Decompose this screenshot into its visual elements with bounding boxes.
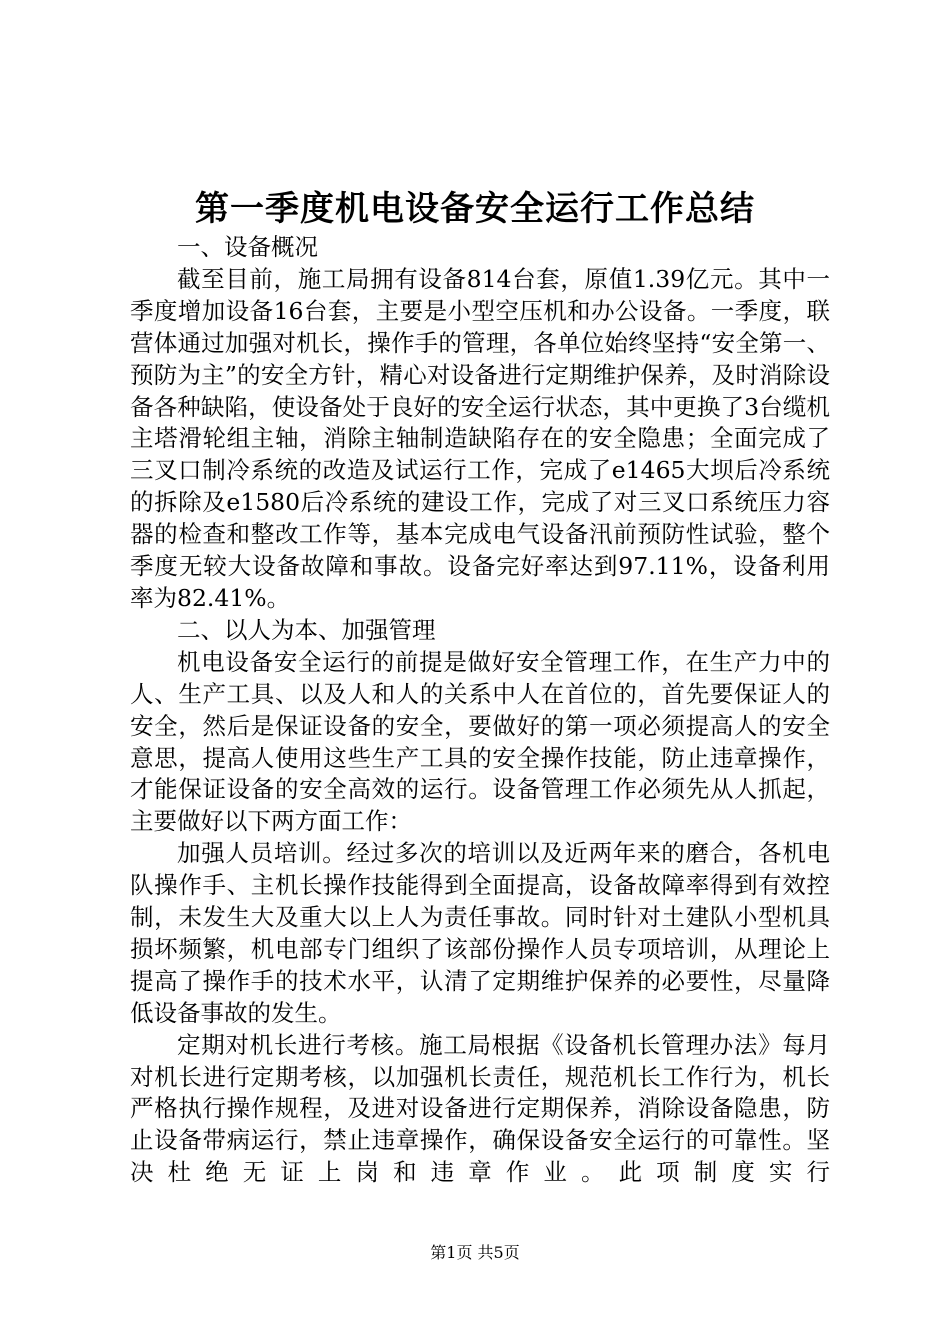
page-footer: 第1页 共5页 [430, 1243, 520, 1262]
document-title: 第一季度机电设备安全运行工作总结 [195, 189, 755, 229]
section-heading-people-management: 二、以人为本、加强管理 [177, 615, 436, 644]
document-body [130, 232, 830, 1221]
paragraph-staff-training: 加强人员培训。经过多次的培训以及近两年来的磨合，各机电队操作手、主机长操作技能得到全面提高，设备故障率得到有效控制，未发生大及重大以上人为责任事故。同时针对土建队小型机具损坏频繁，机电部专门组织了该部份操作人员专项培训，从理论上提高了操作手的技术水平，认清了定期维护保养的必要性，尽量降低设备事故的发生。 [130, 839, 830, 1027]
paragraph-equipment-overview: 截至目前，施工局拥有设备814台套，原值1.39亿元。其中一季度增加设备16台套，主要是小型空压机和办公设备。一季度，联营体通过加强对机长，操作手的管理，各单位始终坚持“安全第一、预防为主”的安全方针，精心对设备进行定期维护保养，及时消除设备各种缺陷，使设备处于良好的安全运行状态，其中更换了3台缆机主塔滑轮组主轴，消除主轴制造缺陷存在的安全隐患；全面完成了三叉口制冷系统的改造及试运行工作，完成了e1465大坝后冷系统的拆除及e1580后冷系统的建设工作，完成了对三叉口系统压力容器的检查和整改工作等，基本完成电气设备汛前预防性试验，整个季度无较大设备故障和事故。设备完好率达到97.11%，设备利用率为82.41%。 [130, 264, 830, 612]
paragraph-safety-premise: 机电设备安全运行的前提是做好安全管理工作，在生产力中的人、生产工具、以及人和人的关系中人在首位的，首先要保证人的安全，然后是保证设备的安全，要做好的第一项必须提高人的安全意思，提高人使用这些生产工具的安全操作技能，防止违章操作，才能保证设备的安全高效的运行。设备管理工作必须先从人抓起，主要做好以下两方面工作： [130, 647, 830, 836]
paragraph-captain-assessment: 定期对机长进行考核。施工局根据《设备机长管理办法》每月对机长进行定期考核，以加强机长责任，规范机长工作行为，机长严格执行操作规程，及进对设备进行定期保养，消除设备隐患，防止设备带病运行，禁止违章操作，确保设备安全运行的可靠性。坚决杜绝无证上岗和违章作业。此项制度实行 [130, 1030, 830, 1187]
section-heading-equipment-overview: 一、设备概况 [177, 233, 318, 261]
